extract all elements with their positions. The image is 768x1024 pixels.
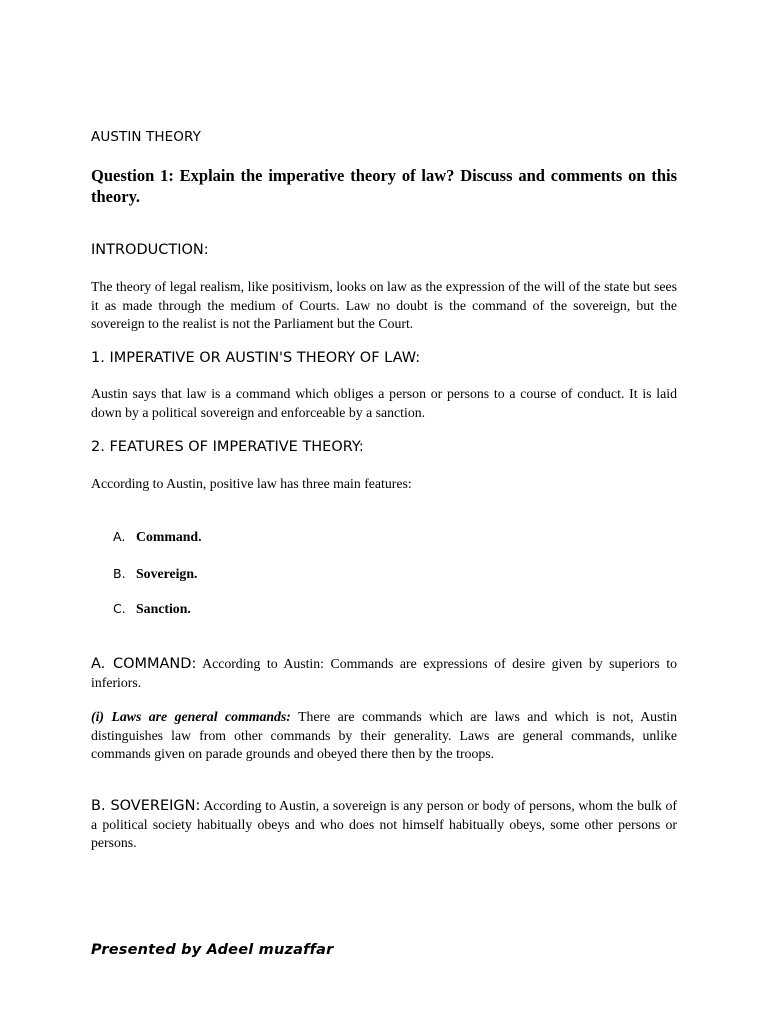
feature-list-item <box>113 528 202 546</box>
sovereign-heading: B. SOVEREIGN: <box>91 798 201 814</box>
command-text: According to Austin: Commands are expressions of desire given by superiors to inferiors. <box>91 656 677 690</box>
feature-letter: A. <box>113 529 126 544</box>
document-title: AUSTIN THEORY <box>91 129 201 145</box>
sovereign-paragraph <box>91 797 677 853</box>
general-commands-text: There are commands which are laws and which is not, Austin distinguishes law from other commands by their generality. Laws are general commands, unlike commands given on parade grounds and obeyed there then by the troops. <box>91 709 677 761</box>
presenter-footer: Presented by Adeel muzaffar <box>91 942 334 958</box>
feature-label: Command. <box>136 529 202 544</box>
introduction-paragraph: The theory of legal realism, like positivism, looks on law as the expression of the will of the state but sees it as made through the medium of Courts. Law no doubt is the command of the sovereign, but the sovereign to the realist is not the Parliament but the Court. <box>91 279 677 331</box>
feature-label: Sovereign. <box>136 566 198 581</box>
command-paragraph <box>91 655 677 692</box>
command-heading: A. COMMAND: <box>91 656 197 672</box>
sovereign-text: According to Austin, a sovereign is any person or body of persons, whom the bulk of a political society habitually obeys and who does not himself habitually obeys, some other persons or persons. <box>91 798 677 850</box>
question-heading: Question 1: Explain the imperative theory of law? Discuss and comments on this theory. <box>91 166 677 206</box>
section-1-paragraph: Austin says that law is a command which obliges a person or persons to a course of conduct. It is laid down by a political sovereign and enforceable by a sanction. <box>91 386 677 420</box>
feature-letter: B. <box>113 566 126 581</box>
feature-label: Sanction. <box>136 601 191 616</box>
section-2-paragraph: According to Austin, positive law has three main features: <box>91 476 412 491</box>
feature-letter: C. <box>113 601 126 616</box>
section-1-heading: 1. IMPERATIVE OR AUSTIN'S THEORY OF LAW: <box>91 350 421 366</box>
general-commands-paragraph <box>91 708 677 764</box>
general-commands-lead: (i) Laws are general commands: <box>91 709 291 724</box>
feature-list-item <box>113 565 197 583</box>
feature-list-item <box>113 600 191 618</box>
introduction-heading: INTRODUCTION: <box>91 242 209 258</box>
section-2-heading: 2. FEATURES OF IMPERATIVE THEORY: <box>91 439 364 455</box>
